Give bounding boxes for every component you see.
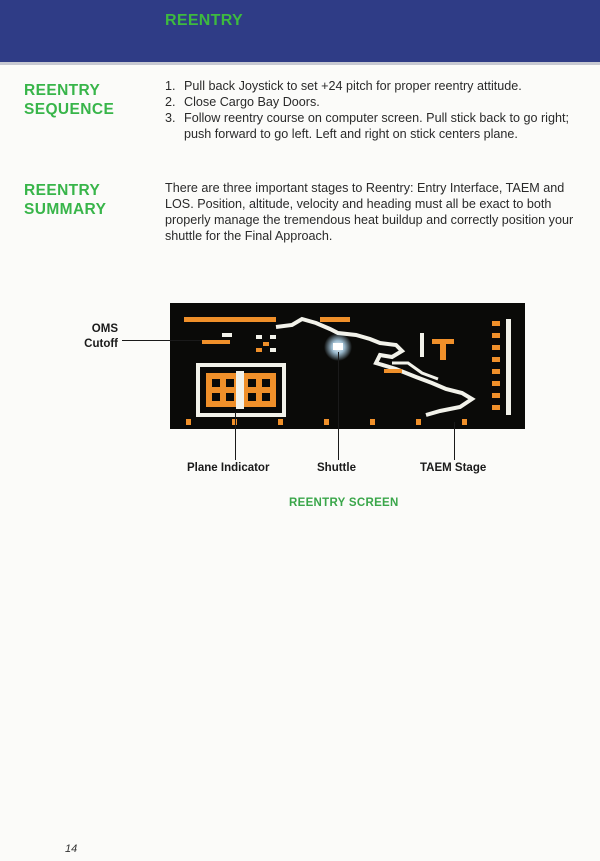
sequence-heading [24, 81, 154, 119]
bottom-tick [186, 419, 191, 425]
plane-indicator-cell [226, 379, 234, 387]
plane-indicator-cell [248, 379, 256, 387]
step-number: 2. [165, 95, 176, 109]
sequence-step [165, 78, 585, 94]
summary-heading-line1: REENTRY [24, 182, 101, 199]
grid-block [263, 342, 269, 346]
step-number: 1. [165, 79, 176, 93]
scale-tick [492, 381, 500, 386]
page-number: 14 [65, 843, 78, 855]
bottom-tick [324, 419, 329, 425]
scale-tick [492, 321, 500, 326]
plane-indicator-cell [212, 393, 220, 401]
scale-tick [492, 405, 500, 410]
status-bar-top [184, 317, 276, 322]
step-text: Close Cargo Bay Doors. [184, 95, 320, 109]
scale-tick [492, 369, 500, 374]
plane-indicator-cell [262, 379, 270, 387]
oms-cutoff-label-line2: Cutoff [84, 338, 118, 350]
sequence-steps [165, 78, 585, 142]
bottom-tick [370, 419, 375, 425]
shuttle-label: Shuttle [317, 462, 356, 474]
page-header [0, 0, 600, 62]
oms-cutoff-label [84, 322, 118, 352]
sequence-step [165, 94, 585, 110]
oms-cutoff-marker [202, 340, 230, 344]
bottom-tick [462, 419, 467, 425]
plane-indicator-label: Plane Indicator [187, 462, 270, 474]
figure-caption: REENTRY SCREEN [289, 497, 399, 509]
oms-cutoff-leader [122, 340, 202, 341]
status-bar-top-right [320, 317, 350, 322]
bottom-tick [416, 419, 421, 425]
summary-heading-line2: SUMMARY [24, 201, 107, 218]
course-marker [384, 369, 402, 373]
sequence-step [165, 110, 585, 142]
plane-indicator-cell [226, 393, 234, 401]
taem-stage-leader [454, 422, 455, 460]
sequence-heading-line2: SEQUENCE [24, 101, 115, 118]
summary-text: There are three important stages to Reentry: Entry Interface, TAEM and LOS. Position, altitude, velocity and heading must all be exact to both properly manage the tremendous heat buildup and correctly position your shuttle for the Final Approach. [165, 181, 574, 243]
plane-indicator-cell [262, 393, 270, 401]
bottom-tick [278, 419, 283, 425]
shuttle-leader [338, 352, 339, 460]
reentry-screen-graphic [170, 303, 525, 429]
grid-block [270, 348, 276, 352]
grid-block [270, 335, 276, 339]
summary-heading [24, 181, 154, 219]
taem-stage-marker-top [432, 339, 454, 344]
plane-indicator-cell [248, 393, 256, 401]
reentry-course-path [276, 319, 472, 415]
page-title: REENTRY [165, 12, 243, 29]
oms-cutoff-label-line1: OMS [91, 323, 118, 335]
sequence-heading-line1: REENTRY [24, 82, 101, 99]
step-number: 3. [165, 111, 176, 125]
scale-tick [492, 393, 500, 398]
plane-indicator-leader [235, 412, 236, 460]
step-text: Follow reentry course on computer screen. Pull stick back to go right; push forward to go left. Left and right on stick centers plane. [184, 111, 569, 141]
step-text: Pull back Joystick to set +24 pitch for proper reentry attitude. [184, 79, 522, 93]
altitude-scale [506, 319, 511, 415]
taem-stage-marker-stem [440, 344, 446, 360]
oms-marker-white [222, 333, 232, 337]
plane-indicator-needle [236, 371, 244, 409]
grid-block [256, 348, 262, 352]
taem-bracket [420, 333, 424, 357]
plane-indicator-cell [212, 379, 220, 387]
scale-tick [492, 357, 500, 362]
taem-stage-label: TAEM Stage [420, 462, 487, 474]
header-divider [0, 62, 600, 65]
scale-tick [492, 345, 500, 350]
grid-block [256, 335, 262, 339]
scale-tick [492, 333, 500, 338]
shuttle-icon [333, 343, 343, 350]
reentry-screen-image [170, 303, 525, 429]
